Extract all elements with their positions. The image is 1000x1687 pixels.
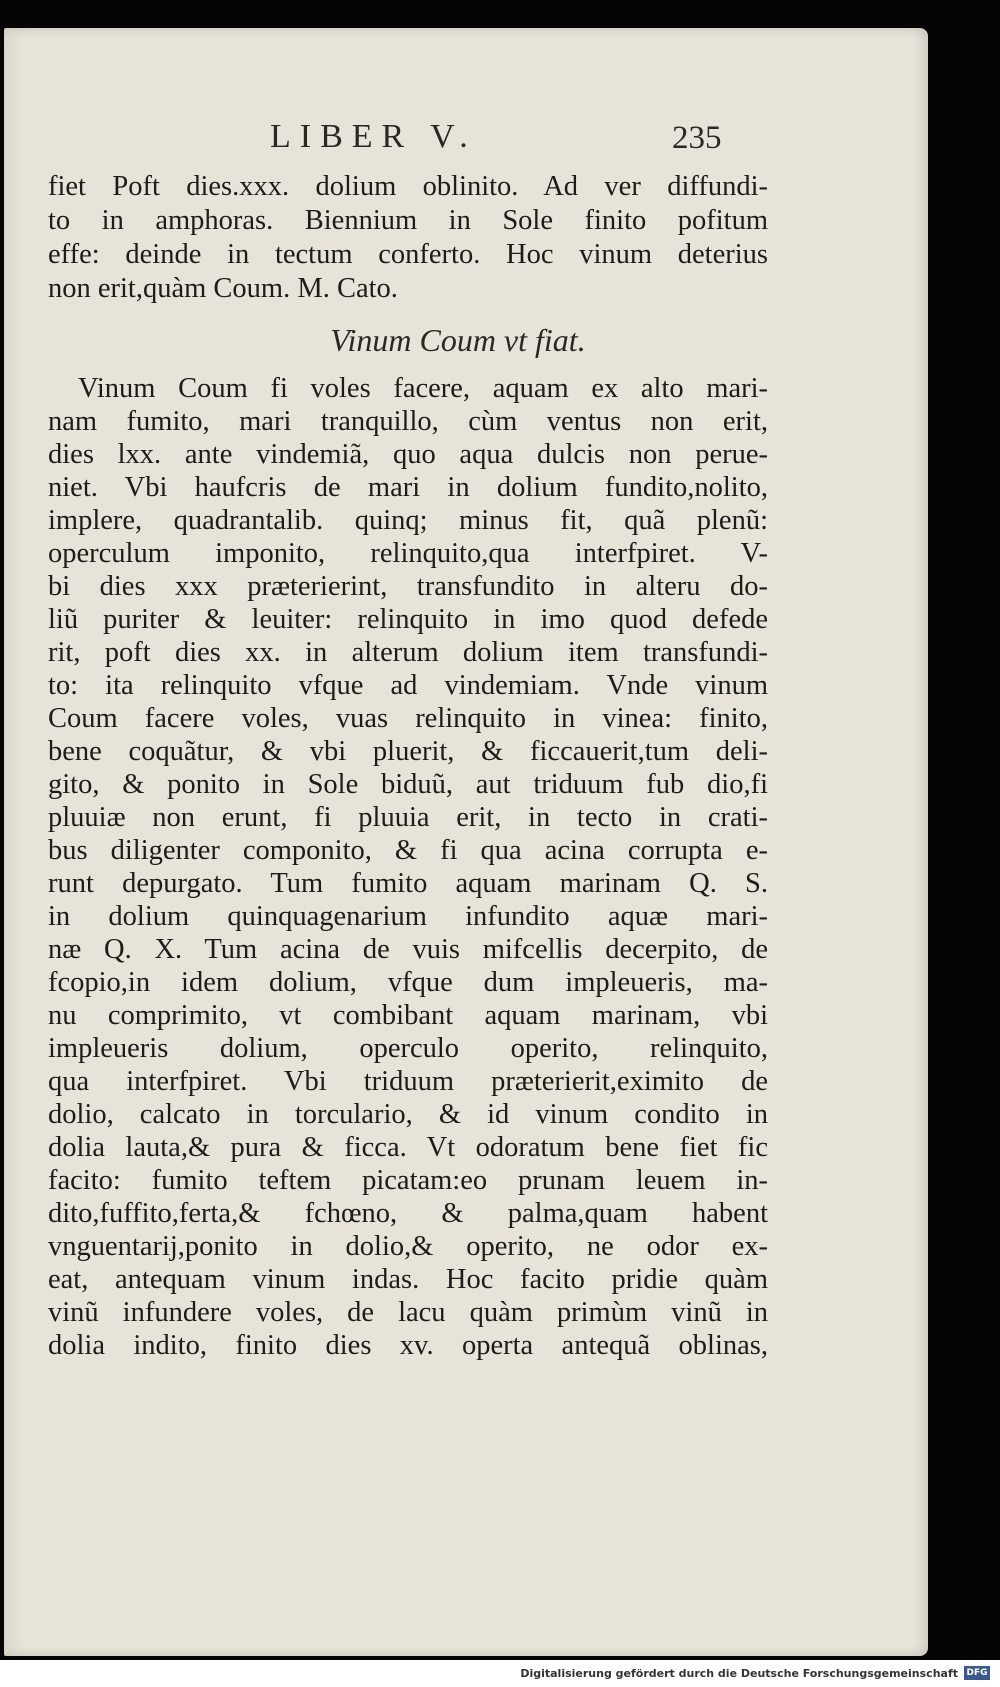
- text-line: facito: fumito teftem picatam:eo prunam leuem in-: [48, 1165, 768, 1196]
- text-line: to: ita relinquito vfque ad vindemiam. Vnde vinum: [48, 670, 768, 701]
- text-line: runt depurgato. Tum fumito aquam marinam Q. S.: [48, 868, 768, 899]
- page-number: 235: [672, 120, 722, 156]
- text-line: fiet Poft dies.xxx. dolium oblinito. Ad ver diffundi-: [48, 171, 768, 202]
- text-line: vnguentarij,ponito in dolio,& operito, ne odor ex-: [48, 1231, 768, 1262]
- text-line: operculum imponito, relinquito,qua interfpiret. V-: [48, 538, 768, 569]
- text-line: to in amphoras. Biennium in Sole finito pofitum: [48, 205, 768, 236]
- dfg-logo: DFG: [964, 1666, 990, 1680]
- text-line: dolia lauta,& pura & ficca. Vt odoratum bene fiet fic: [48, 1132, 768, 1163]
- running-title: LIBER V.: [270, 118, 477, 155]
- text-line: nam fumito, mari tranquillo, cùm ventus non erit,: [48, 406, 768, 437]
- text-line: non erit,quàm Coum. M. Cato.: [48, 273, 398, 304]
- text-line: bene coquãtur, & vbi pluerit, & ficcauerit,tum deli-: [48, 736, 768, 767]
- footer-bar: [0, 1660, 1000, 1687]
- running-head: [0, 118, 1000, 168]
- text-line: niet. Vbi haufcris de mari in dolium fundito,nolito,: [48, 472, 768, 503]
- text-line: vinũ infundere voles, de lacu quàm primùm vinũ in: [48, 1297, 768, 1328]
- text-line: næ Q. X. Tum acina de vuis mifcellis decerpito, de: [48, 934, 768, 965]
- text-line: in dolium quinquagenarium infundito aquæ mari-: [48, 901, 768, 932]
- text-line: dolio, calcato in torculario, & id vinum condito in: [48, 1099, 768, 1130]
- text-line: pluuiæ non erunt, fi pluuia erit, in tecto in crati-: [48, 802, 768, 833]
- section-heading: [0, 322, 1000, 359]
- text-line: impleueris dolium, operculo operito, relinquito,: [48, 1033, 768, 1064]
- text-line: dolia indito, finito dies xv. operta antequã oblinas,: [48, 1330, 768, 1361]
- text-line: bi dies xxx præterierint, transfundito in alteru do-: [48, 571, 768, 602]
- text-line: liũ puriter & leuiter: relinquito in imo quod defede: [48, 604, 768, 635]
- text-line: effe: deinde in tectum conferto. Hoc vinum deterius: [48, 239, 768, 270]
- text-line: Vinum Coum fi voles facere, aquam ex alto mari-: [78, 373, 768, 404]
- text-line: qua interfpiret. Vbi triduum præterierit,eximito de: [48, 1066, 768, 1097]
- text-line: dies lxx. ante vindemiã, quo aqua dulcis non perue-: [48, 439, 768, 470]
- funding-credit: Digitalisierung gefördert durch die Deutsche Forschungsgemeinschaft: [520, 1667, 958, 1680]
- text-line: gito, & ponito in Sole biduũ, aut triduum fub dio,fi: [48, 769, 768, 800]
- text-line: Coum facere voles, vuas relinquito in vinea: finito,: [48, 703, 768, 734]
- text-line: dito,fuffito,ferta,& fchœno, & palma,quam habent: [48, 1198, 768, 1229]
- text-line: fcopio,in idem dolium, vfque dum impleueris, ma-: [48, 967, 768, 998]
- text-line: eat, antequam vinum indas. Hoc facito pridie quàm: [48, 1264, 768, 1295]
- text-line: bus diligenter componito, & fi qua acina corrupta e-: [48, 835, 768, 866]
- text-line: rit, poft dies xx. in alterum dolium item transfundi-: [48, 637, 768, 668]
- text-line: implere, quadrantalib. quinq; minus fit, quã plenũ:: [48, 505, 768, 536]
- section-heading-text: Vinum Coum vt fiat.: [330, 322, 586, 358]
- text-line: nu comprimito, vt combibant aquam marinam, vbi: [48, 1000, 768, 1031]
